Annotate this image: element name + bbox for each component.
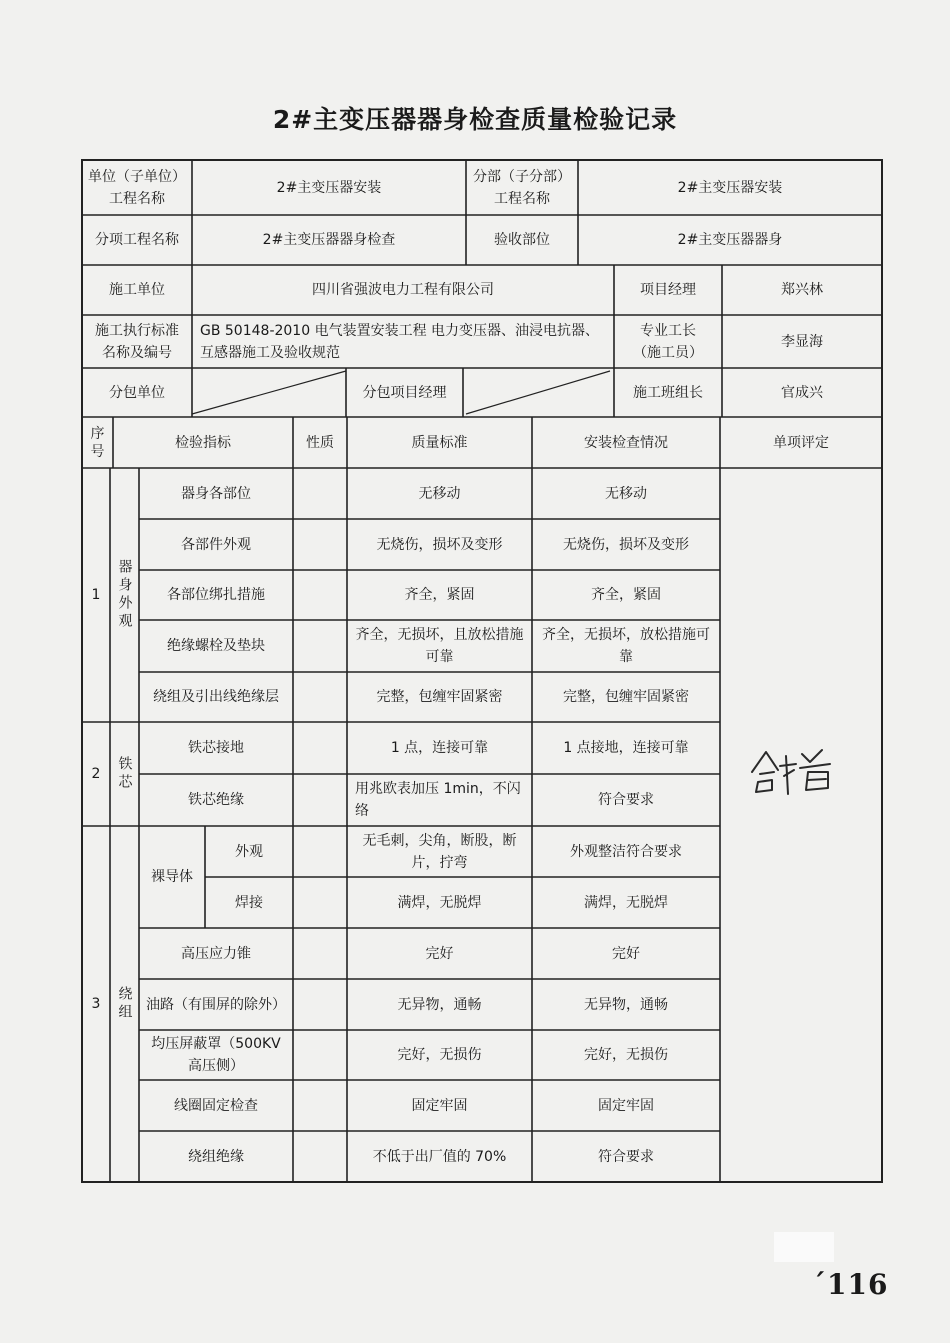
evaluation-signature [748, 742, 838, 802]
row-standard: 用兆欧表加压 1min，不闪络 [355, 781, 521, 819]
row-indicator: 焊接 [235, 894, 263, 911]
row-standard: 完好，无损伤 [397, 1047, 482, 1063]
row-indicator: 均压屏蔽罩（500KV 高压侧） [151, 1036, 281, 1074]
row-indicator: 外观 [235, 843, 263, 860]
item-value: 2#主变压器器身检查 [262, 232, 396, 248]
sub-pm-label: 分包项目经理 [362, 384, 447, 401]
row-indicator: 高压应力锥 [181, 945, 251, 962]
group-seq: 3 [91, 996, 101, 1012]
row-indicator: 绝缘螺栓及垫块 [167, 638, 265, 654]
col-property: 性质 [306, 434, 334, 451]
acceptance-label: 验收部位 [494, 232, 550, 248]
row-status: 固定牢固 [598, 1097, 654, 1114]
col-seq: 序 号 [90, 425, 105, 460]
row-standard: 齐全，紧固 [404, 587, 475, 603]
row-status: 完整，包缠牢固紧密 [563, 689, 689, 705]
row-status: 无移动 [605, 485, 647, 502]
group-name: 铁芯 [116, 756, 133, 792]
contractor-value: 四川省强波电力工程有限公司 [312, 282, 494, 298]
contractor-label: 施工单位 [109, 282, 165, 298]
group-seq: 2 [91, 766, 101, 782]
standard-label: 施工执行标准 名称及编号 [95, 322, 179, 361]
page-title: 2#主变压器器身检查质量检验记录 [272, 105, 678, 134]
item-label: 分项工程名称 [95, 232, 179, 248]
row-indicator: 线圈固定检查 [174, 1097, 258, 1114]
row-status: 完好 [612, 945, 640, 962]
row-indicator: 铁芯绝缘 [188, 792, 244, 808]
pm-value: 郑兴林 [781, 282, 823, 298]
standard-value: GB 50148-2010 电气装置安装工程 电力变压器、油浸电抗器、互感器施工及验收规范 [200, 322, 600, 361]
row-standard: 满焊，无脱焊 [397, 894, 482, 911]
division-label: 分部（子分部） 工程名称 [473, 168, 571, 207]
row-status: 1 点接地，连接可靠 [563, 740, 689, 756]
col-status: 安装检查情况 [584, 434, 668, 451]
unit-value: 2#主变压器安装 [276, 179, 382, 196]
row-status: 符合要求 [598, 1148, 654, 1165]
row-indicator: 绕组绝缘 [188, 1148, 244, 1165]
row-standard: 不低于出厂值的 70% [372, 1148, 507, 1165]
page-number: ´116 [812, 1268, 889, 1301]
row-status: 满焊，无脱焊 [584, 894, 668, 911]
team-leader-value: 官成兴 [781, 384, 823, 401]
row-indicator: 器身各部位 [181, 485, 251, 502]
group-name: 器身外观 [116, 559, 133, 631]
sub-label: 分包单位 [109, 384, 165, 401]
row-standard: 无移动 [418, 485, 461, 502]
col-evaluation: 单项评定 [773, 434, 829, 451]
row-indicator: 各部位绑扎措施 [167, 587, 265, 603]
row-standard: 固定牢固 [411, 1097, 468, 1114]
row-standard: 无烧伤，损坏及变形 [376, 536, 503, 553]
row-standard: 无异物，通畅 [397, 996, 482, 1013]
row-indicator: 铁芯接地 [188, 740, 244, 756]
row-standard: 无毛刺，尖角，断股，断片，拧弯 [362, 832, 517, 871]
row-status: 齐全，无损坏，放松措施可靠 [542, 627, 710, 665]
row-indicator: 各部件外观 [181, 536, 251, 553]
acceptance-value: 2#主变压器器身 [677, 232, 783, 248]
row-standard: 齐全，无损坏，且放松措施可靠 [355, 627, 524, 665]
col-indicator: 检验指标 [175, 434, 231, 451]
row-status: 齐全，紧固 [591, 587, 661, 603]
group-seq: 1 [91, 587, 101, 603]
team-leader-label: 施工班组长 [633, 384, 703, 401]
row-standard: 完好 [425, 945, 454, 962]
row-status: 完好，无损伤 [584, 1047, 668, 1063]
row-status: 无烧伤，损坏及变形 [563, 536, 689, 553]
foreman-value: 李显海 [781, 333, 823, 350]
foreman-label: 专业工长 （施工员） [633, 322, 703, 361]
subgroup-name: 裸导体 [151, 869, 193, 885]
page-stamp [774, 1232, 834, 1262]
row-status: 符合要求 [598, 792, 654, 808]
pm-label: 项目经理 [640, 282, 696, 298]
col-standard: 质量标准 [411, 434, 468, 451]
division-value: 2#主变压器安装 [677, 179, 783, 196]
row-status: 无异物，通畅 [584, 996, 668, 1013]
row-status: 外观整洁符合要求 [570, 843, 682, 860]
row-indicator: 油路（有围屏的除外） [146, 996, 286, 1013]
row-indicator: 绕组及引出线绝缘层 [153, 689, 279, 705]
row-standard: 1 点，连接可靠 [390, 740, 489, 756]
row-standard: 完整，包缠牢固紧密 [376, 689, 503, 705]
group-name: 绕组 [116, 986, 133, 1022]
unit-label: 单位（子单位） 工程名称 [88, 168, 186, 207]
